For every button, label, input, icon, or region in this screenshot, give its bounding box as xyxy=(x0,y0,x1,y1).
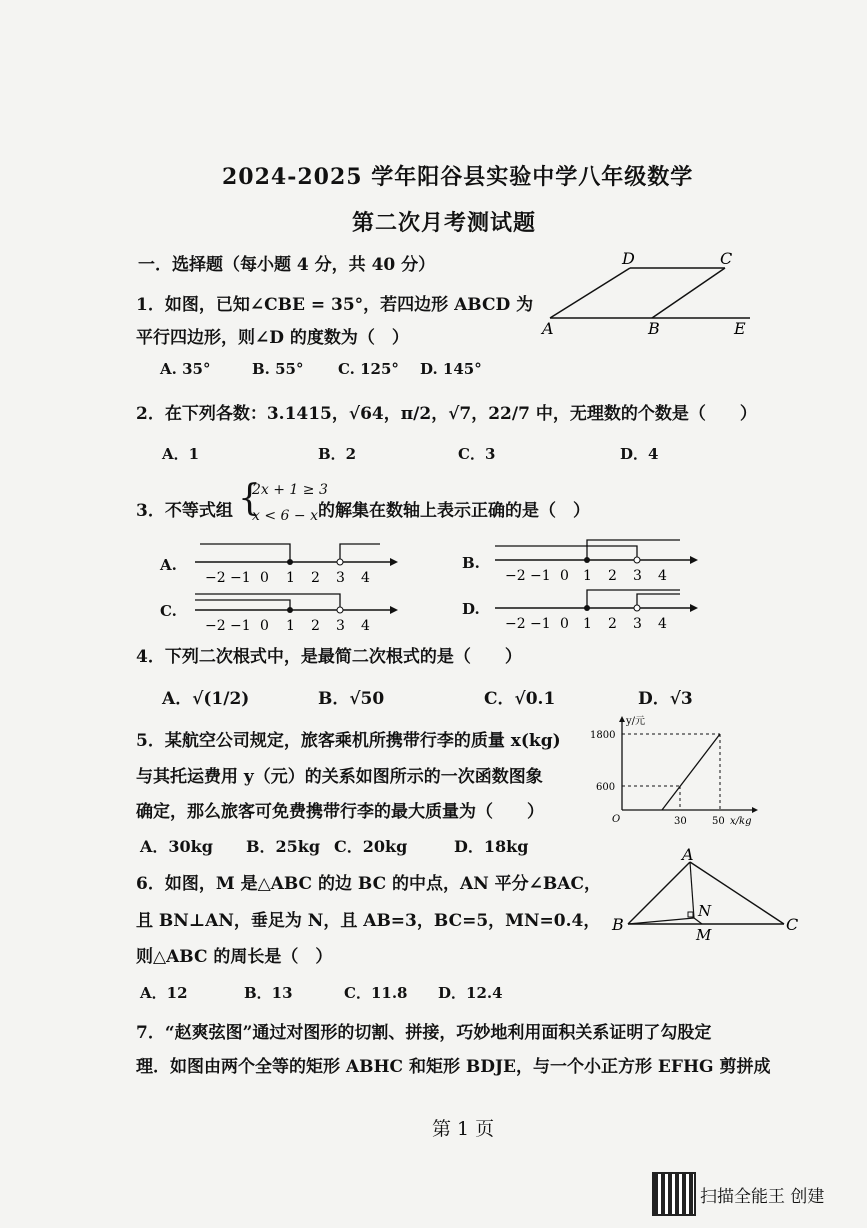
svg-text:0: 0 xyxy=(260,570,269,586)
svg-text:2: 2 xyxy=(608,616,617,632)
q6-option-c: C．11.8 xyxy=(344,984,408,1002)
q3-option-c-label: C. xyxy=(160,602,177,620)
svg-text:3: 3 xyxy=(633,616,642,632)
label-a: A xyxy=(542,319,554,338)
label-n: N xyxy=(698,902,712,920)
q3-option-d-label: D. xyxy=(462,600,480,618)
q5-linear-function-graph xyxy=(590,714,760,830)
svg-text:0: 0 xyxy=(560,568,569,584)
y-axis-label: y/元 xyxy=(626,716,646,727)
svg-text:4: 4 xyxy=(658,568,667,584)
label-c: C xyxy=(720,249,733,268)
svg-text:−1: −1 xyxy=(230,618,251,634)
q3-number-line-a xyxy=(190,538,400,586)
system-brace: { xyxy=(238,478,261,519)
q3-inequality-2: x < 6 − x xyxy=(252,508,318,524)
svg-text:0: 0 xyxy=(260,618,269,634)
y-tick-600: 600 xyxy=(596,782,616,793)
q2-option-d: D．4 xyxy=(620,445,659,463)
svg-text:2: 2 xyxy=(311,570,320,586)
x-tick-50: 50 xyxy=(712,816,725,827)
label-e: E xyxy=(734,319,746,338)
q6-option-a: A．12 xyxy=(140,984,188,1002)
q5-option-c: C．20kg xyxy=(334,837,408,856)
exam-title-line2: 第二次月考测试题 xyxy=(352,210,537,236)
q4-option-d: D．√3 xyxy=(638,689,693,709)
q4-option-c: C．√0.1 xyxy=(484,689,556,709)
q2-option-b: B．2 xyxy=(318,445,357,463)
svg-text:1: 1 xyxy=(583,616,592,632)
svg-text:1: 1 xyxy=(583,568,592,584)
question-1-line2: 平行四边形，则∠D 的度数为（ ） xyxy=(136,328,409,348)
q3-number-line-c xyxy=(190,586,400,634)
q4-option-a: A．√(1/2) xyxy=(162,689,250,709)
svg-text:−2: −2 xyxy=(505,616,526,632)
q3-number-line-b xyxy=(490,536,700,584)
q1-parallelogram-figure xyxy=(530,248,760,340)
y-tick-1800: 1800 xyxy=(590,730,616,741)
q2-option-c: C．3 xyxy=(458,445,496,463)
svg-text:2: 2 xyxy=(608,568,617,584)
label-c: C xyxy=(786,915,799,934)
q4-option-b: B．√50 xyxy=(318,689,385,709)
q1-option-c: C. 125° xyxy=(338,360,399,378)
question-7-line2: 理．如图由两个全等的矩形 ABHC 和矩形 BDJE，与一个小正方形 EFHG 剪拼成 xyxy=(136,1057,771,1077)
origin-label: O xyxy=(612,814,621,825)
q1-option-b: B. 55° xyxy=(252,360,304,378)
question-3-post: 的解集在数轴上表示正确的是（ ） xyxy=(318,501,590,521)
q1-option-d: D. 145° xyxy=(420,360,482,378)
q6-option-d: D．12.4 xyxy=(438,984,503,1002)
question-2: 2．在下列各数：3.1415，√64，π/2，√7，22/7 中，无理数的个数是（ ） xyxy=(136,404,757,424)
q2-option-a: A．1 xyxy=(162,445,200,463)
svg-text:−2: −2 xyxy=(505,568,526,584)
question-6-line3: 则△ABC 的周长是（ ） xyxy=(136,947,333,967)
question-1-line1: 1．如图，已知∠CBE = 35°，若四边形 ABCD 为 xyxy=(136,295,534,315)
svg-text:−1: −1 xyxy=(530,568,551,584)
question-3-pre: 3．不等式组 xyxy=(136,501,233,521)
section-heading: 一．选择题（每小题 4 分，共 40 分） xyxy=(138,255,436,275)
qr-code-icon xyxy=(652,1172,696,1216)
svg-text:3: 3 xyxy=(336,618,345,634)
q6-triangle-figure xyxy=(606,846,806,942)
question-4: 4．下列二次根式中，是最简二次根式的是（ ） xyxy=(136,647,522,667)
scanner-watermark: 扫描全能王 创建 xyxy=(700,1187,825,1207)
label-a: A xyxy=(682,846,694,864)
q5-option-d: D．18kg xyxy=(454,837,529,856)
svg-text:−2: −2 xyxy=(205,570,226,586)
q3-inequality-1: 2x + 1 ≥ 3 xyxy=(252,482,328,498)
svg-text:2: 2 xyxy=(311,618,320,634)
label-b: B xyxy=(648,319,660,338)
svg-text:−1: −1 xyxy=(230,570,251,586)
q3-option-a-label: A. xyxy=(160,556,177,574)
svg-text:4: 4 xyxy=(658,616,667,632)
question-6-line2: 且 BN⊥AN，垂足为 N，且 AB=3，BC=5，MN=0.4， xyxy=(136,911,601,931)
svg-text:4: 4 xyxy=(361,618,370,634)
label-d: D xyxy=(622,249,635,268)
q5-option-b: B．25kg xyxy=(246,837,321,856)
q6-option-b: B．13 xyxy=(244,984,293,1002)
question-5-line3: 确定，那么旅客可免费携带行李的最大质量为（ ） xyxy=(136,802,544,822)
question-5-line1: 5．某航空公司规定，旅客乘机所携带行李的质量 x(kg) xyxy=(136,731,561,751)
svg-text:3: 3 xyxy=(633,568,642,584)
q1-option-a: A. 35° xyxy=(160,360,211,378)
x-tick-30: 30 xyxy=(674,816,687,827)
question-7-line1: 7．“赵爽弦图”通过对图形的切割、拼接，巧妙地利用面积关系证明了勾股定 xyxy=(136,1023,712,1043)
q3-number-line-d xyxy=(490,584,700,632)
question-5-line2: 与其托运费用 y（元）的关系如图所示的一次函数图象 xyxy=(136,767,543,787)
x-axis-label: x/kg xyxy=(730,816,752,827)
label-b: B xyxy=(612,915,624,934)
svg-text:−1: −1 xyxy=(530,616,551,632)
question-6-line1: 6．如图，M 是△ABC 的边 BC 的中点，AN 平分∠BAC， xyxy=(136,874,601,894)
exam-title-line1: 2024-2025 学年阳谷县实验中学八年级数学 xyxy=(222,164,694,190)
svg-text:−2: −2 xyxy=(205,618,226,634)
q5-option-a: A．30kg xyxy=(140,837,213,856)
q3-option-b-label: B. xyxy=(462,554,480,572)
label-m: M xyxy=(696,926,712,942)
page-number: 第 1 页 xyxy=(432,1118,495,1140)
svg-text:1: 1 xyxy=(286,618,295,634)
svg-text:1: 1 xyxy=(286,570,295,586)
svg-text:4: 4 xyxy=(361,570,370,586)
svg-text:3: 3 xyxy=(336,570,345,586)
svg-text:0: 0 xyxy=(560,616,569,632)
